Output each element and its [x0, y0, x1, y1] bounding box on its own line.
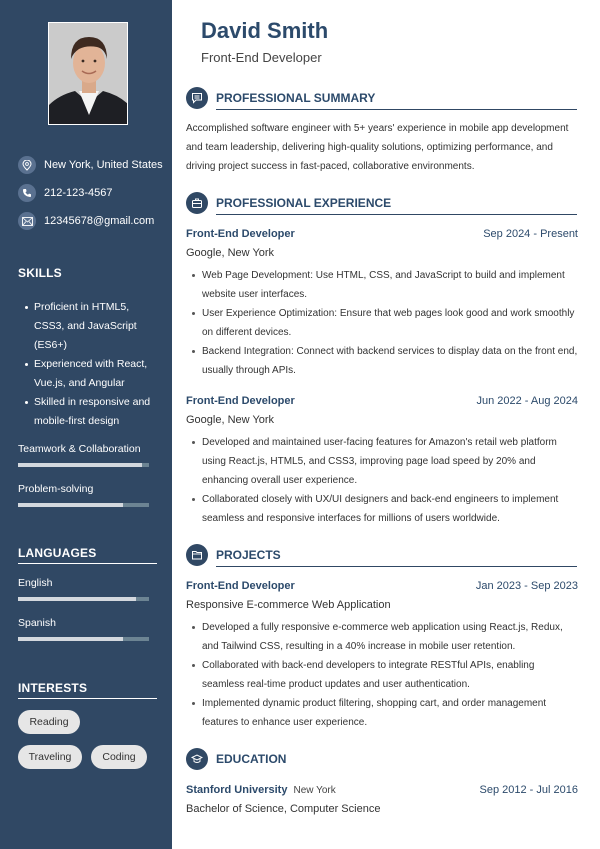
job-company: Google, New York: [186, 247, 275, 259]
skill-item: Skilled in responsive and mobile-first design: [18, 393, 158, 431]
language-bar-fill: [18, 597, 136, 601]
candidate-name: David Smith: [201, 18, 329, 43]
job-bullets: [186, 266, 578, 380]
languages-heading: LANGUAGES: [18, 546, 97, 560]
job-company: Google, New York: [186, 414, 275, 426]
skills-heading: SKILLS: [18, 266, 62, 280]
job-date: Jun 2022 - Aug 2024: [476, 395, 578, 407]
contact-location-text: New York, United States: [44, 159, 163, 171]
skill-bar-fill: [18, 503, 123, 507]
interests-heading: INTERESTS: [18, 681, 88, 695]
job-date: Sep 2024 - Present: [483, 228, 578, 240]
section-divider: [216, 214, 577, 215]
location-pin-icon: [18, 156, 36, 174]
phone-icon: [18, 184, 36, 202]
education-heading: EDUCATION: [216, 752, 287, 766]
job-title: Front-End Developer: [186, 395, 295, 407]
language-label: Spanish: [18, 617, 56, 629]
skill-bar-track: [18, 503, 149, 507]
summary-heading: PROFESSIONAL SUMMARY: [216, 91, 376, 105]
education-section-header: [186, 748, 578, 774]
contact-location: [18, 156, 163, 174]
contact-email: [18, 212, 154, 230]
language-label: English: [18, 577, 53, 589]
school-name: Stanford University: [186, 784, 288, 796]
projects-heading: PROJECTS: [216, 548, 281, 562]
experience-heading: PROFESSIONAL EXPERIENCE: [216, 196, 392, 210]
language-bar-track: [18, 637, 149, 641]
job-bullet: Developed and maintained user-facing features for Amazon's retail web platform using React.js, HTML5, and CSS3, improving page load speed by 20% and enhancing overall user experience.: [186, 433, 578, 490]
candidate-title: Front-End Developer: [201, 50, 322, 65]
job-bullets: [186, 433, 578, 528]
job-bullet: Backend Integration: Connect with backend services to display data on the front end, usually through APIs.: [186, 342, 578, 380]
education-date: Sep 2012 - Jul 2016: [479, 784, 578, 796]
envelope-icon: [18, 212, 36, 230]
skill-bar-label: Teamwork & Collaboration: [18, 443, 141, 455]
section-divider: [216, 566, 577, 567]
interests-divider: [18, 698, 157, 699]
project-name: Responsive E-commerce Web Application: [186, 599, 391, 611]
education-degree: Bachelor of Science, Computer Science: [186, 803, 381, 815]
project-role: Front-End Developer: [186, 580, 295, 592]
summary-text: Accomplished software engineer with 5+ years' experience in mobile app development and team leadership, delivering high-quality solutions, optimizing performance, and driving project success in fast-paced, collaborative environments.: [186, 123, 569, 172]
skill-bar-label: Problem-solving: [18, 483, 94, 495]
contact-phone: [18, 184, 113, 202]
project-bullet: Developed a fully responsive e-commerce web application using React.js, Redux, and Tailwind CSS, resulting in a 40% increase in mobile user retention.: [186, 618, 578, 656]
skills-list: [18, 298, 158, 431]
language-bar-fill: [18, 637, 123, 641]
experience-section-header: [186, 192, 578, 218]
profile-photo: [48, 22, 128, 125]
project-bullets: [186, 618, 578, 732]
folder-icon: [186, 544, 208, 566]
summary-section-header: [186, 87, 578, 113]
school-location: New York: [293, 785, 336, 796]
project-bullet: Collaborated with back-end developers to integrate RESTful APIs, enabling seamless real-time product updates and user authentication.: [186, 656, 578, 694]
sidebar: [0, 0, 172, 849]
graduation-cap-icon: [186, 748, 208, 770]
briefcase-icon: [186, 192, 208, 214]
contact-phone-text: 212-123-4567: [44, 187, 113, 199]
interest-pill: Coding: [91, 745, 147, 769]
interest-pill: Reading: [18, 710, 80, 734]
languages-divider: [18, 563, 157, 564]
skill-item: Experienced with React, Vue.js, and Angular: [18, 355, 158, 393]
chat-icon: [186, 87, 208, 109]
contact-email-text[interactable]: 12345678@gmail.com: [44, 215, 155, 227]
education-entry: [186, 784, 336, 796]
language-bar-track: [18, 597, 149, 601]
job-bullet: Collaborated closely with UX/UI designers and back-end engineers to implement seamless and responsive interfaces for millions of users worldwide.: [186, 490, 578, 528]
skill-bar-fill: [18, 463, 142, 467]
project-bullet: Implemented dynamic product filtering, shopping cart, and order management features to enhance user experience.: [186, 694, 578, 732]
job-title: Front-End Developer: [186, 228, 295, 240]
interest-pill: Traveling: [18, 745, 82, 769]
section-divider: [216, 109, 577, 110]
projects-section-header: [186, 544, 578, 570]
job-bullet: Web Page Development: Use HTML, CSS, and JavaScript to build and implement website user interfaces.: [186, 266, 578, 304]
skill-bar-track: [18, 463, 149, 467]
project-date: Jan 2023 - Sep 2023: [475, 580, 578, 592]
skill-item: Proficient in HTML5, CSS3, and JavaScript (ES6+): [18, 298, 158, 355]
job-bullet: User Experience Optimization: Ensure that web pages look good and work smoothly on different devices.: [186, 304, 578, 342]
